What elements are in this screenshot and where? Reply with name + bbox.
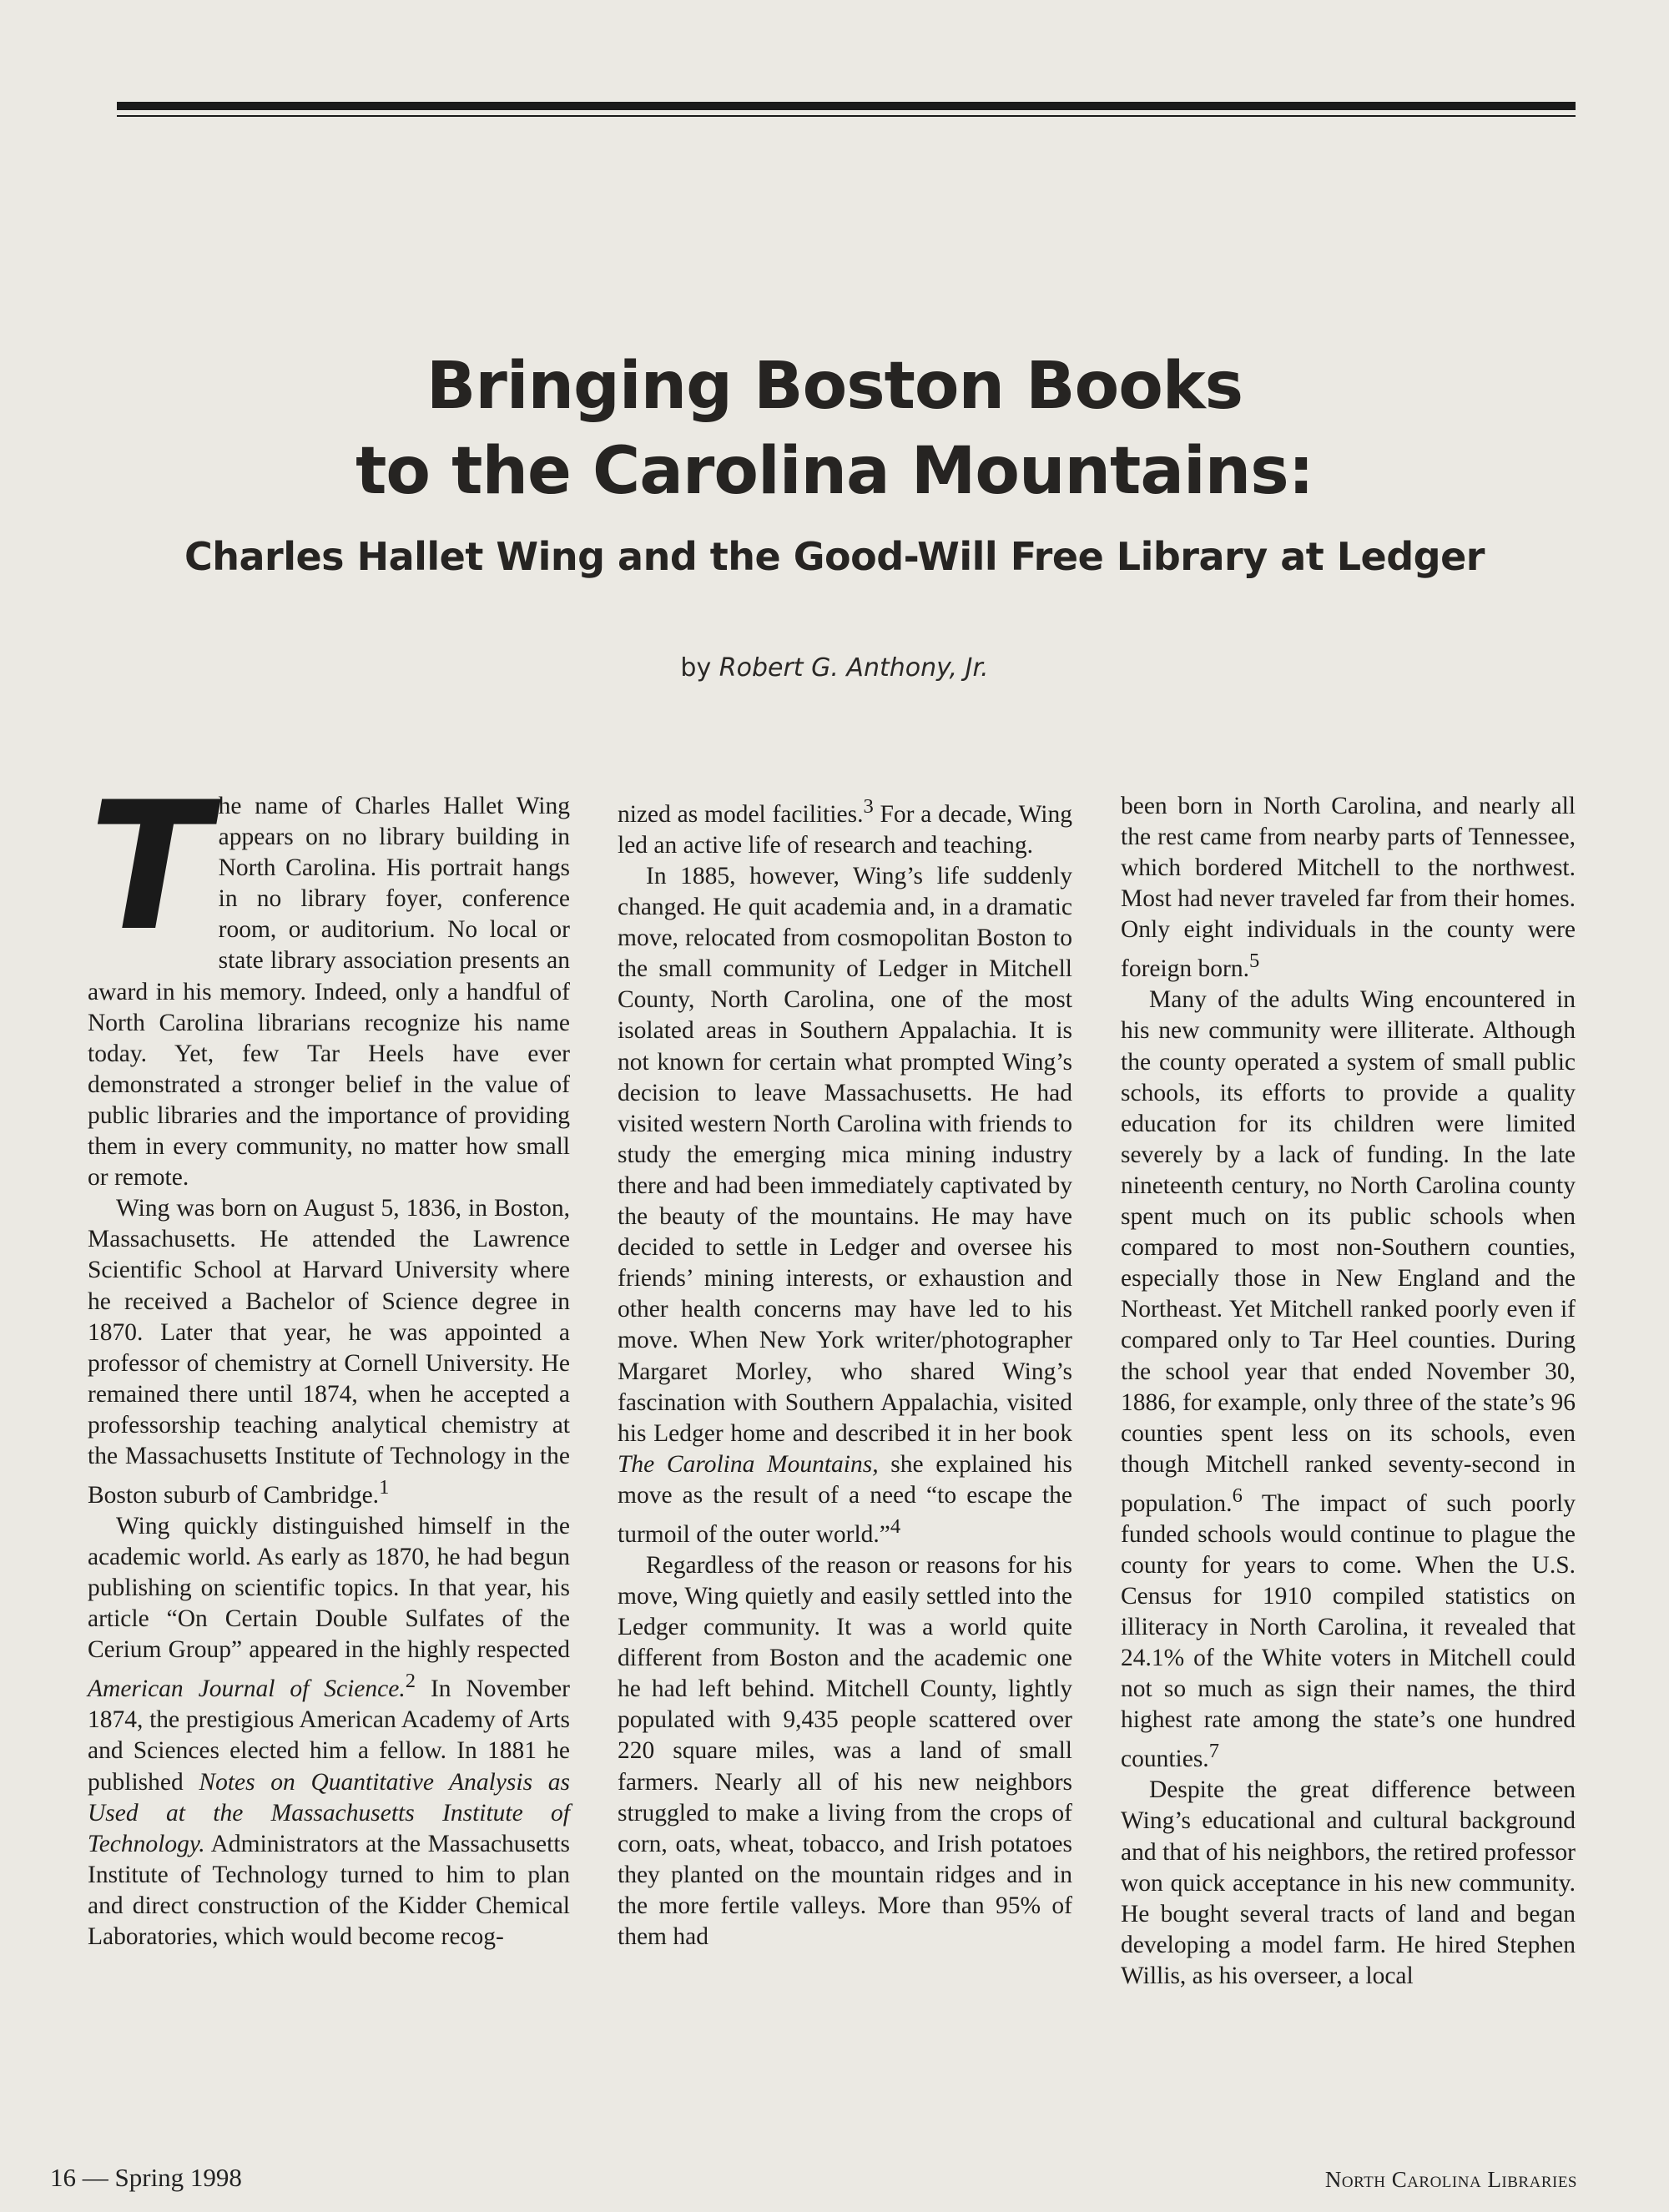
- article-title-line-2: to the Carolina Mountains:: [355, 434, 1314, 509]
- col1-paragraph-2: [88, 1193, 570, 1511]
- footnote-ref-4: 4: [890, 1514, 901, 1538]
- col3-paragraph-3: [1121, 1775, 1576, 1992]
- footnote-ref-7: 7: [1208, 1740, 1219, 1763]
- header-rule: [117, 102, 1576, 110]
- article-subtitle: Charles Hallet Wing and the Good-Will Free Library at Ledger: [184, 534, 1485, 579]
- author-name: Robert G. Anthony, Jr.: [719, 653, 989, 683]
- col2-p2-text-a: In 1885, however, Wing’s life suddenly changed. He quit academia and, in a dramatic move, relocated from cosmopolitan Boston to the small community of Ledger in Mitchell County, North Carolina, one of the most isolated areas in Southern Appalachia. It is not known for certain what prompted Wing’s decision to leave Massachusetts. He had visited western North Carolina with friends to study the emerging mica mining industry there and had been immediately captivated by the beauty of the mountains. He may have decided to settle in Ledger and oversee his friends’ mining interests, or exhaustion and other health concerns may have led to his move. When New York writer/photographer Margaret Morley, who shared Wing’s fascination with Southern Appalachia, visited his Ledger home and described it in her book: [618, 863, 1072, 1447]
- column-2: [618, 791, 1072, 1953]
- footnote-ref-6: 6: [1232, 1484, 1243, 1507]
- journal-title: American Journal of Science.: [88, 1675, 406, 1703]
- col2-paragraph-2: [618, 861, 1072, 1550]
- column-1: [71, 763, 570, 1953]
- footnote-ref-3: 3: [863, 795, 874, 818]
- header-rule-thin: [117, 115, 1576, 117]
- col3-paragraph-2: [1121, 985, 1576, 1775]
- col1-p1-text: he name of Charles Hallet Wing appears on no library building in North Carolina. His portrait hangs in no library foyer, conference room, or auditorium. No local or state library association presents an award in his memory. Indeed, only a handful of North Carolina librarians recognize his name today. Yet, few Tar Heels have ever demonstrated a stronger belief in the value of public libraries and the importance of providing them in every community, no matter how small or remote.: [88, 793, 570, 1192]
- byline: [0, 653, 1669, 683]
- footnote-ref-1: 1: [379, 1476, 390, 1499]
- col1-paragraph-1: [71, 763, 570, 1193]
- journal-name: North Carolina Libraries: [1324, 2167, 1577, 2192]
- byline-prefix: by: [680, 653, 719, 683]
- col3-paragraph-1: [1121, 791, 1576, 985]
- col1-p2-text: Wing was born on August 5, 1836, in Boston, Massachusetts. He attended the Lawrence Scientific School at Harvard University where he received a Bachelor of Science degree in 1870. Later that year, he was appointed a professor of chemistry at Cornell University. He remained there until 1874, when he accepted a professorship teaching analytical chemistry at the Massachusetts Institute of Technology in the Boston suburb of Cambridge.: [88, 1195, 570, 1509]
- drop-cap: T: [71, 763, 229, 970]
- column-3: [1121, 791, 1576, 1992]
- col2-p3-text: Regardless of the reason or reasons for his move, Wing quietly and easily settled into the Ledger community. It was a world quite different from Boston and the academic one he had left behind. Mitchell County, lightly populated with 9,435 people scattered over 220 square miles, was a land of small farmers. Nearly all of his new neighbors struggled to make a living from the crops of corn, oats, wheat, tobacco, and Irish potatoes they planted on the mountain ridges and in the more fertile valleys. More than 95% of them had: [618, 1551, 1072, 1951]
- footnote-ref-5: 5: [1249, 950, 1260, 973]
- col3-p2-text-a: Many of the adults Wing encountered in his new community were illiterate. Although the county operated a system of small public schools, its efforts to provide a quality education for its children were limited severely by a lack of funding. In the late nineteenth century, no North Carolina county spent much on its public schools when compared to most non-Southern counties, especially those in New England and the Northeast. Yet Mitchell ranked poorly even if compared only to Tar Heel counties. During the school year that ended November 30, 1886, for example, only three of the state’s 96 counties spent less on its schools, even though Mitchell ranked seventy-second in population.: [1121, 986, 1576, 1517]
- col3-p1-text: been born in North Carolina, and nearly all the rest came from nearby parts of Tennessee, which bordered Mitchell to the northwest. Most had never traveled far from their homes. Only eight individuals in the county were foreign born.: [1121, 793, 1576, 983]
- col2-p2-text-b: she explained his move as the result of a need “to escape the turmoil of the outer world.”: [618, 1450, 1072, 1548]
- col1-p3-text-a: Wing quickly distinguished himself in the academic world. As early as 1870, he had begun publishing on scientific topics. In that year, his article “On Certain Double Sulfates of the Cerium Group” appeared in the highly respected: [88, 1512, 570, 1664]
- book-title-carolina-mountains: The Carolina Mountains,: [618, 1450, 879, 1478]
- col2-p1-text-a: nized as model facilities.: [618, 800, 864, 828]
- col3-p3-text: Despite the great difference between Wing’s educational and cultural background and that of his neighbors, the retired professor won quick acceptance in his new community. He bought several tracts of land and began developing a model farm. He hired Stephen Willis, as his overseer, a local: [1121, 1776, 1576, 1989]
- col2-paragraph-3: [618, 1550, 1072, 1953]
- col2-p1-text-b: For a decade, Wing led an active life of research and teaching.: [618, 800, 1072, 859]
- page-number-issue: 16 — Spring 1998: [50, 2163, 242, 2192]
- col1-p3-text-c: Administrators at the Massachusetts Institute of Technology turned to him to plan and direct construction of the Kidder Chemical Laboratories, which would become recog-: [88, 1830, 570, 1951]
- article-title-line-1: Bringing Boston Books: [426, 349, 1243, 424]
- col1-p3-text-b: In November 1874, the prestigious American Academy of Arts and Sciences elected him a fellow. In 1881 he published: [88, 1675, 570, 1796]
- book-title-notes: Notes on Quantitative Analysis as Used at the Massachusetts Institute of Technology.: [88, 1768, 570, 1857]
- col2-paragraph-1: [618, 791, 1072, 861]
- footnote-ref-2: 2: [405, 1670, 416, 1693]
- col3-p2-text-b: The impact of such poorly funded schools would continue to plague the county for years to come. When the U.S. Census for 1910 compiled statistics on illiteracy in North Carolina, it revealed that 24.1% of the White voters in Mitchell could not so much as sign their names, the third highest rate among the state’s one hundred counties.: [1121, 1489, 1576, 1773]
- col1-paragraph-3: [88, 1511, 570, 1953]
